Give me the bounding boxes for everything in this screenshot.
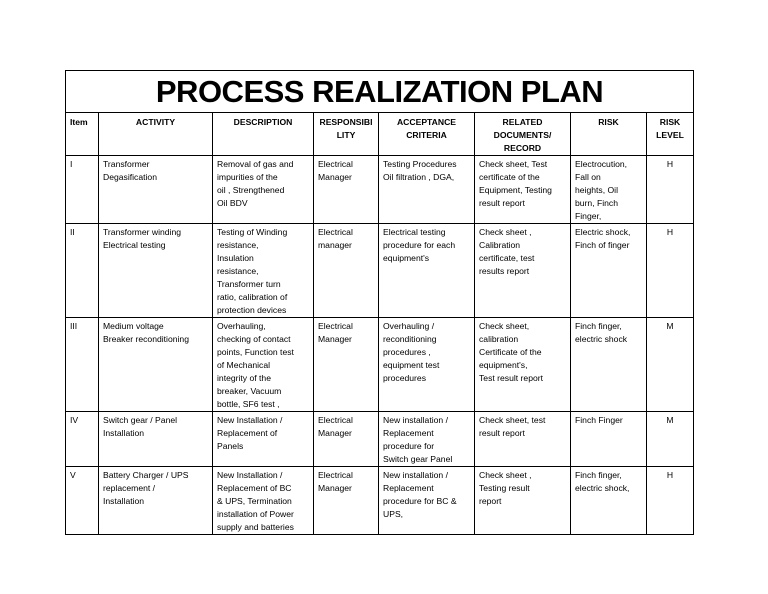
- cell-text: Check sheet, Test: [479, 159, 548, 169]
- cell-text: Manager: [318, 483, 352, 493]
- column-header-text: RELATED: [502, 117, 543, 127]
- column-header-text: Item: [70, 117, 88, 127]
- cell-text: procedures ,: [383, 347, 431, 357]
- cell-text: Electrical: [318, 159, 353, 169]
- cell-activity: [99, 467, 213, 535]
- cell-text: calibration: [479, 334, 519, 344]
- cell-text: Electrocution,: [575, 159, 628, 169]
- cell-item: [66, 467, 99, 535]
- cell-text: M: [666, 415, 674, 425]
- cell-text: installation of Power: [217, 509, 294, 519]
- column-header-responsibility: [314, 113, 379, 156]
- column-header-text: LEVEL: [656, 130, 684, 140]
- cell-text: H: [666, 227, 674, 237]
- cell-text: Equipment, Testing: [479, 185, 552, 195]
- column-header-text: RESPONSIBI: [319, 117, 373, 127]
- cell-text: Manager: [318, 428, 352, 438]
- column-header-text: LITY: [336, 130, 356, 140]
- cell-text: Test result report: [479, 373, 543, 383]
- cell-risk-level: [647, 156, 694, 224]
- cell-risk-level: [647, 318, 694, 412]
- cell-text: UPS,: [383, 509, 404, 519]
- cell-text: Finch finger,: [575, 321, 622, 331]
- cell-text: equipment's: [383, 253, 430, 263]
- cell-risk-level: [647, 412, 694, 467]
- cell-text: Transformer turn: [217, 279, 281, 289]
- cell-documents: [475, 224, 571, 318]
- cell-text: Replacement: [383, 428, 434, 438]
- cell-documents: [475, 412, 571, 467]
- column-header-text: DESCRIPTION: [233, 117, 293, 127]
- cell-item: [66, 156, 99, 224]
- cell-responsibility: [314, 224, 379, 318]
- cell-text: Switch gear Panel: [383, 454, 453, 464]
- cell-description: [213, 156, 314, 224]
- cell-text: electric shock: [575, 334, 628, 344]
- cell-text: New Installation /: [217, 470, 283, 480]
- cell-acceptance: [379, 412, 475, 467]
- table-row: [66, 467, 694, 535]
- cell-text: Finger,: [575, 211, 602, 221]
- cell-text: III: [70, 321, 78, 331]
- cell-text: procedure for: [383, 441, 435, 451]
- cell-text: & UPS, Termination: [217, 496, 292, 506]
- column-header-item: [66, 113, 99, 156]
- cell-text: protection devices: [217, 305, 287, 315]
- cell-risk-level: [647, 224, 694, 318]
- cell-text: Breaker reconditioning: [103, 334, 189, 344]
- cell-text: H: [666, 159, 674, 169]
- process-realization-plan-table: [65, 70, 694, 535]
- cell-text: New Installation /: [217, 415, 283, 425]
- column-header-text: DOCUMENTS/: [493, 130, 552, 140]
- cell-responsibility: [314, 318, 379, 412]
- column-header-documents: [475, 113, 571, 156]
- cell-item: [66, 412, 99, 467]
- cell-text: result report: [479, 428, 525, 438]
- cell-text: integrity of the: [217, 373, 271, 383]
- cell-description: [213, 318, 314, 412]
- column-header-text: RISK: [598, 117, 619, 127]
- cell-text: Switch gear / Panel: [103, 415, 178, 425]
- cell-text: Calibration: [479, 240, 521, 250]
- cell-text: procedures: [383, 373, 426, 383]
- table-row: [66, 318, 694, 412]
- cell-acceptance: [379, 467, 475, 535]
- cell-documents: [475, 156, 571, 224]
- cell-text: Oil BDV: [217, 198, 248, 208]
- cell-item: [66, 318, 99, 412]
- cell-text: Testing result: [479, 483, 530, 493]
- cell-item: [66, 224, 99, 318]
- cell-text: results report: [479, 266, 530, 276]
- cell-text: New installation /: [383, 470, 448, 480]
- cell-text: electric shock,: [575, 483, 630, 493]
- cell-text: certificate of the: [479, 172, 540, 182]
- cell-text: Check sheet,: [479, 321, 530, 331]
- cell-responsibility: [314, 467, 379, 535]
- cell-text: Electric shock,: [575, 227, 631, 237]
- cell-text: reconditioning: [383, 334, 437, 344]
- cell-activity: [99, 224, 213, 318]
- cell-text: bottle, SF6 test ,: [217, 399, 280, 409]
- cell-text: Electrical: [318, 415, 353, 425]
- cell-text: equipment's,: [479, 360, 528, 370]
- table-row: [66, 224, 694, 318]
- cell-text: Manager: [318, 172, 352, 182]
- cell-text: IV: [70, 415, 79, 425]
- cell-text: Medium voltage: [103, 321, 164, 331]
- cell-text: resistance,: [217, 240, 259, 250]
- cell-text: New installation /: [383, 415, 448, 425]
- cell-text: Transformer winding: [103, 227, 182, 237]
- cell-acceptance: [379, 224, 475, 318]
- cell-text: Manager: [318, 334, 352, 344]
- cell-documents: [475, 318, 571, 412]
- table-row: [66, 156, 694, 224]
- cell-text: certificate, test: [479, 253, 535, 263]
- cell-risk-level: [647, 467, 694, 535]
- column-header-risk-level: [647, 113, 694, 156]
- cell-text: Degasification: [103, 172, 157, 182]
- column-header-text: ACTIVITY: [135, 117, 176, 127]
- cell-text: V: [70, 470, 76, 480]
- cell-text: Installation: [103, 428, 145, 438]
- cell-text: ratio, calibration of: [217, 292, 288, 302]
- cell-text: Replacement of: [217, 428, 278, 438]
- cell-text: equipment test: [383, 360, 440, 370]
- cell-text: M: [666, 321, 674, 331]
- cell-text: Transformer: [103, 159, 150, 169]
- cell-text: of Mechanical: [217, 360, 271, 370]
- cell-text: Check sheet, test: [479, 415, 546, 425]
- cell-description: [213, 412, 314, 467]
- column-header-text: CRITERIA: [406, 130, 447, 140]
- cell-text: Oil filtration , DGA,: [383, 172, 455, 182]
- document-title: PROCESS REALIZATION PLAN: [66, 71, 694, 113]
- cell-text: Panels: [217, 441, 244, 451]
- cell-text: Electrical testing: [383, 227, 446, 237]
- cell-description: [213, 224, 314, 318]
- cell-text: Certificate of the: [479, 347, 542, 357]
- cell-text: Overhauling /: [383, 321, 435, 331]
- cell-text: replacement /: [103, 483, 156, 493]
- table-header-row: [66, 113, 694, 156]
- cell-risk: [571, 467, 647, 535]
- cell-activity: [99, 318, 213, 412]
- cell-text: Electrical: [318, 321, 353, 331]
- column-header-description: [213, 113, 314, 156]
- cell-text: Finch finger,: [575, 470, 622, 480]
- cell-text: Electrical: [318, 470, 353, 480]
- cell-text: H: [666, 470, 674, 480]
- cell-acceptance: [379, 318, 475, 412]
- cell-text: breaker, Vacuum: [217, 386, 282, 396]
- column-header-text: RECORD: [503, 143, 542, 153]
- cell-text: Battery Charger / UPS: [103, 470, 189, 480]
- cell-text: Check sheet ,: [479, 470, 532, 480]
- cell-activity: [99, 156, 213, 224]
- cell-text: Check sheet ,: [479, 227, 532, 237]
- cell-text: manager: [318, 240, 352, 250]
- cell-text: impurities of the: [217, 172, 278, 182]
- cell-text: Electrical testing: [103, 240, 166, 250]
- cell-risk: [571, 412, 647, 467]
- table-row: [66, 412, 694, 467]
- column-header-activity: [99, 113, 213, 156]
- cell-text: result report: [479, 198, 525, 208]
- cell-text: Finch of finger: [575, 240, 630, 250]
- cell-text: heights, Oil: [575, 185, 618, 195]
- cell-text: procedure for BC &: [383, 496, 457, 506]
- cell-acceptance: [379, 156, 475, 224]
- cell-text: points, Function test: [217, 347, 294, 357]
- cell-text: Testing Procedures: [383, 159, 457, 169]
- cell-risk: [571, 318, 647, 412]
- cell-text: Electrical: [318, 227, 353, 237]
- cell-text: Removal of gas and: [217, 159, 294, 169]
- column-header-acceptance: [379, 113, 475, 156]
- cell-text: Testing of Winding: [217, 227, 288, 237]
- column-header-text: RISK: [659, 117, 681, 127]
- cell-text: procedure for each: [383, 240, 456, 250]
- cell-responsibility: [314, 412, 379, 467]
- cell-text: Replacement: [383, 483, 434, 493]
- cell-description: [213, 467, 314, 535]
- cell-text: Finch Finger: [575, 415, 623, 425]
- cell-text: checking of contact: [217, 334, 291, 344]
- cell-text: Installation: [103, 496, 145, 506]
- cell-text: oil , Strengthened: [217, 185, 285, 195]
- column-header-risk: [571, 113, 647, 156]
- cell-text: burn, Finch: [575, 198, 618, 208]
- cell-text: II: [70, 227, 75, 237]
- cell-text: resistance,: [217, 266, 259, 276]
- cell-text: Insulation: [217, 253, 254, 263]
- column-header-text: ACCEPTANCE: [396, 117, 457, 127]
- cell-text: Fall on: [575, 172, 601, 182]
- cell-risk: [571, 156, 647, 224]
- cell-text: I: [70, 159, 73, 169]
- cell-activity: [99, 412, 213, 467]
- cell-responsibility: [314, 156, 379, 224]
- cell-text: Replacement of BC: [217, 483, 292, 493]
- cell-text: Overhauling,: [217, 321, 266, 331]
- cell-text: report: [479, 496, 502, 506]
- cell-documents: [475, 467, 571, 535]
- cell-risk: [571, 224, 647, 318]
- cell-text: supply and batteries: [217, 522, 294, 532]
